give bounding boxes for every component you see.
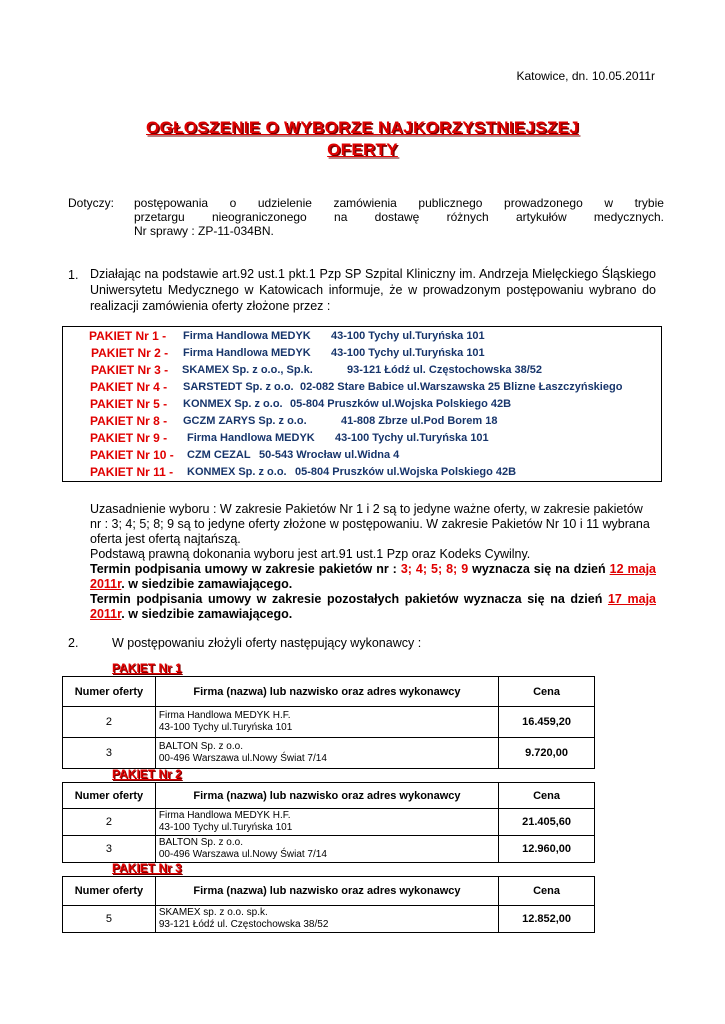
package-address: 50-543 Wrocław ul.Widna 4 (259, 449, 400, 461)
document-date: Katowice, dn. 10.05.2011r (516, 69, 655, 83)
package-firm: Firma Handlowa MEDYK (183, 330, 311, 342)
offer-table-header (63, 877, 595, 906)
concerns-word: przetargu (134, 210, 185, 224)
concerns-line2 (134, 210, 664, 224)
offer-table (62, 782, 595, 863)
header-price: Cena (499, 677, 595, 707)
offer-number: 5 (63, 906, 156, 933)
offer-firm (155, 906, 498, 933)
signing-term-1 (90, 562, 656, 592)
concerns-word: o (229, 196, 237, 210)
header-offer-number: Numer oferty (63, 877, 156, 906)
offer-number: 2 (63, 707, 156, 738)
header-price: Cena (499, 877, 595, 906)
concerns-word: na (334, 210, 348, 224)
package-address: 41-808 Zbrze ul.Pod Borem 18 (341, 415, 498, 427)
concerns-body (134, 196, 664, 238)
offer-firm-name: Firma Handlowa MEDYK H.F. (158, 710, 291, 721)
signing-term-2 (90, 592, 656, 622)
offer-table (62, 876, 595, 933)
offer-price: 12.960,00 (499, 836, 595, 863)
package-firm: KONMEX Sp. z o.o. (187, 466, 287, 478)
offer-firm-name: Firma Handlowa MEDYK H.F. (158, 810, 291, 821)
offer-table-label: PAKIET Nr 2 (112, 767, 182, 781)
concerns-word: dostawę (374, 210, 420, 224)
offer-table-label: PAKIET Nr 3 (112, 861, 182, 875)
offer-firm-address: 93-121 Łódź ul. Częstochowska 38/52 (158, 919, 329, 930)
package-label: PAKIET Nr 3 - (91, 363, 169, 377)
package-label: PAKIET Nr 11 - (90, 465, 174, 479)
offer-firm-address: 43-100 Tychy ul.Turyńska 101 (158, 822, 293, 833)
package-firm: GCZM ZARYS Sp. z o.o. (183, 415, 307, 427)
package-address: 43-100 Tychy ul.Turyńska 101 (331, 330, 485, 342)
signing-term-1-date: 12 maja 2011r (90, 562, 656, 591)
table-row (63, 906, 595, 933)
concerns-word: artykułów (515, 210, 567, 224)
concerns-word: zamówienia (333, 196, 397, 210)
offer-firm-name: SKAMEX sp. z o.o. sp.k. (158, 907, 268, 918)
package-firm: SARSTEDT Sp. z o.o. (183, 381, 294, 393)
concerns-word: udzielenie (257, 196, 312, 210)
signing-term-2-suffix: . w siedzibie zamawiającego. (121, 607, 293, 621)
signing-term-2-prefix: Termin podpisania umowy w zakresie pozostałych pakietów wyznacza się na dzień (90, 592, 608, 606)
concerns-line1 (134, 196, 664, 210)
signing-term-1-suffix: . w siedzibie zamawiającego. (121, 577, 293, 591)
point2-number: 2. (68, 636, 79, 650)
offer-firm-name: BALTON Sp. z o.o. (158, 741, 243, 752)
header-price: Cena (499, 783, 595, 809)
offer-table (62, 676, 595, 769)
offer-firm (155, 809, 498, 836)
concerns-word: publicznego (418, 196, 483, 210)
legal-basis-text: Podstawą prawną dokonania wyboru jest art.91 ust.1 Pzp oraz Kodeks Cywilny. (90, 547, 531, 561)
package-address: 43-100 Tychy ul.Turyńska 101 (331, 347, 485, 359)
justification-text: Uzasadnienie wyboru : W zakresie Pakietów Nr 1 i 2 są to jedyne ważne oferty, w zakresie pakietów nr : 3; 4; 5; 8; 9 są to jedyne oferty złożone w postępowaniu. W zakresie Pakietów Nr 10 i 11 wybrana oferta jest ofertą najtańszą. (90, 502, 650, 546)
concerns-word: w (604, 196, 614, 210)
concerns-word: prowadzonego (504, 196, 583, 210)
concerns-word: różnych (446, 210, 489, 224)
package-label: PAKIET Nr 9 - (90, 431, 168, 445)
header-firm: Firma (nazwa) lub nazwisko oraz adres wykonawcy (155, 877, 498, 906)
package-firm: Firma Handlowa MEDYK (183, 347, 311, 359)
concerns-word: trybie (634, 196, 664, 210)
offer-table-header (63, 783, 595, 809)
package-label: PAKIET Nr 5 - (90, 397, 168, 411)
package-label: PAKIET Nr 2 - (91, 346, 169, 360)
concerns-label: Dotyczy: (68, 196, 115, 210)
table-row (63, 836, 595, 863)
offer-table-header (63, 677, 595, 707)
concerns-word: medycznych. (593, 210, 664, 224)
header-firm: Firma (nazwa) lub nazwisko oraz adres wykonawcy (155, 677, 498, 707)
offer-price: 12.852,00 (499, 906, 595, 933)
offer-number: 3 (63, 836, 156, 863)
signing-term-1-mid: wyznacza się na dzień (468, 562, 610, 576)
package-firm: CZM CEZAL (187, 449, 251, 461)
offer-price: 9.720,00 (499, 738, 595, 769)
offer-firm (155, 738, 498, 769)
header-offer-number: Numer oferty (63, 783, 156, 809)
point2-text: W postępowaniu złożyli oferty następujący wykonawcy : (112, 636, 422, 650)
header-offer-number: Numer oferty (63, 677, 156, 707)
offer-firm-name: BALTON Sp. z o.o. (158, 837, 243, 848)
table-row (63, 738, 595, 769)
offer-number: 2 (63, 809, 156, 836)
offer-firm-address: 00-496 Warszawa ul.Nowy Świat 7/14 (158, 849, 327, 860)
selected-offers-box (62, 326, 662, 482)
signing-term-2-date: 17 maja 2011r (90, 592, 656, 621)
offer-firm (155, 836, 498, 863)
point1-text: Działając na podstawie art.92 ust.1 pkt.1 Pzp SP Szpital Kliniczny im. Andrzeja Mielęckiego Śląskiego Uniwersytetu Medycznego w Katowicach informuje, że w prowadzonym postępowaniu wybrano do realizacji zamówienia oferty złożone przez : (90, 267, 656, 313)
document-title-line1: OGŁOSZENIE O WYBORZE NAJKORZYSTNIEJSZEJ (146, 118, 579, 137)
offer-firm-address: 00-496 Warszawa ul.Nowy Świat 7/14 (158, 753, 327, 764)
offer-firm-address: 43-100 Tychy ul.Turyńska 101 (158, 722, 293, 733)
offer-price: 21.405,60 (499, 809, 595, 836)
package-firm: SKAMEX Sp. z o.o., Sp.k. (182, 364, 313, 376)
concerns-word: nieograniczonego (211, 210, 307, 224)
offer-table-label: PAKIET Nr 1 (112, 661, 182, 675)
package-address: 02-082 Stare Babice ul.Warszawska 25 Blizne Łaszczyńskiego (300, 381, 623, 393)
package-address: 05-804 Pruszków ul.Wojska Polskiego 42B (290, 398, 512, 410)
package-label: PAKIET Nr 1 - (89, 329, 167, 343)
package-address: 43-100 Tychy ul.Turyńska 101 (335, 432, 489, 444)
package-label: PAKIET Nr 4 - (90, 380, 168, 394)
signing-term-1-packets: 3; 4; 5; 8; 9 (400, 562, 469, 576)
package-label: PAKIET Nr 10 - (90, 448, 174, 462)
package-firm: Firma Handlowa MEDYK (187, 432, 315, 444)
offer-number: 3 (63, 738, 156, 769)
concerns-word: postępowania (134, 196, 209, 210)
table-row (63, 809, 595, 836)
justification-block (90, 502, 656, 622)
package-address: 93-121 Łódź ul. Częstochowska 38/52 (347, 364, 543, 376)
table-row (63, 707, 595, 738)
signing-term-1-prefix: Termin podpisania umowy w zakresie pakietów nr : (90, 562, 401, 576)
offer-firm (155, 707, 498, 738)
header-firm: Firma (nazwa) lub nazwisko oraz adres wykonawcy (155, 783, 498, 809)
package-firm: KONMEX Sp. z o.o. (183, 398, 283, 410)
offer-price: 16.459,20 (499, 707, 595, 738)
case-number: Nr sprawy : ZP-11-034BN. (134, 224, 274, 238)
package-label: PAKIET Nr 8 - (90, 414, 168, 428)
document-title-line2: OFERTY (327, 140, 398, 159)
package-address: 05-804 Pruszków ul.Wojska Polskiego 42B (295, 466, 517, 478)
point1-number: 1. (68, 268, 79, 282)
